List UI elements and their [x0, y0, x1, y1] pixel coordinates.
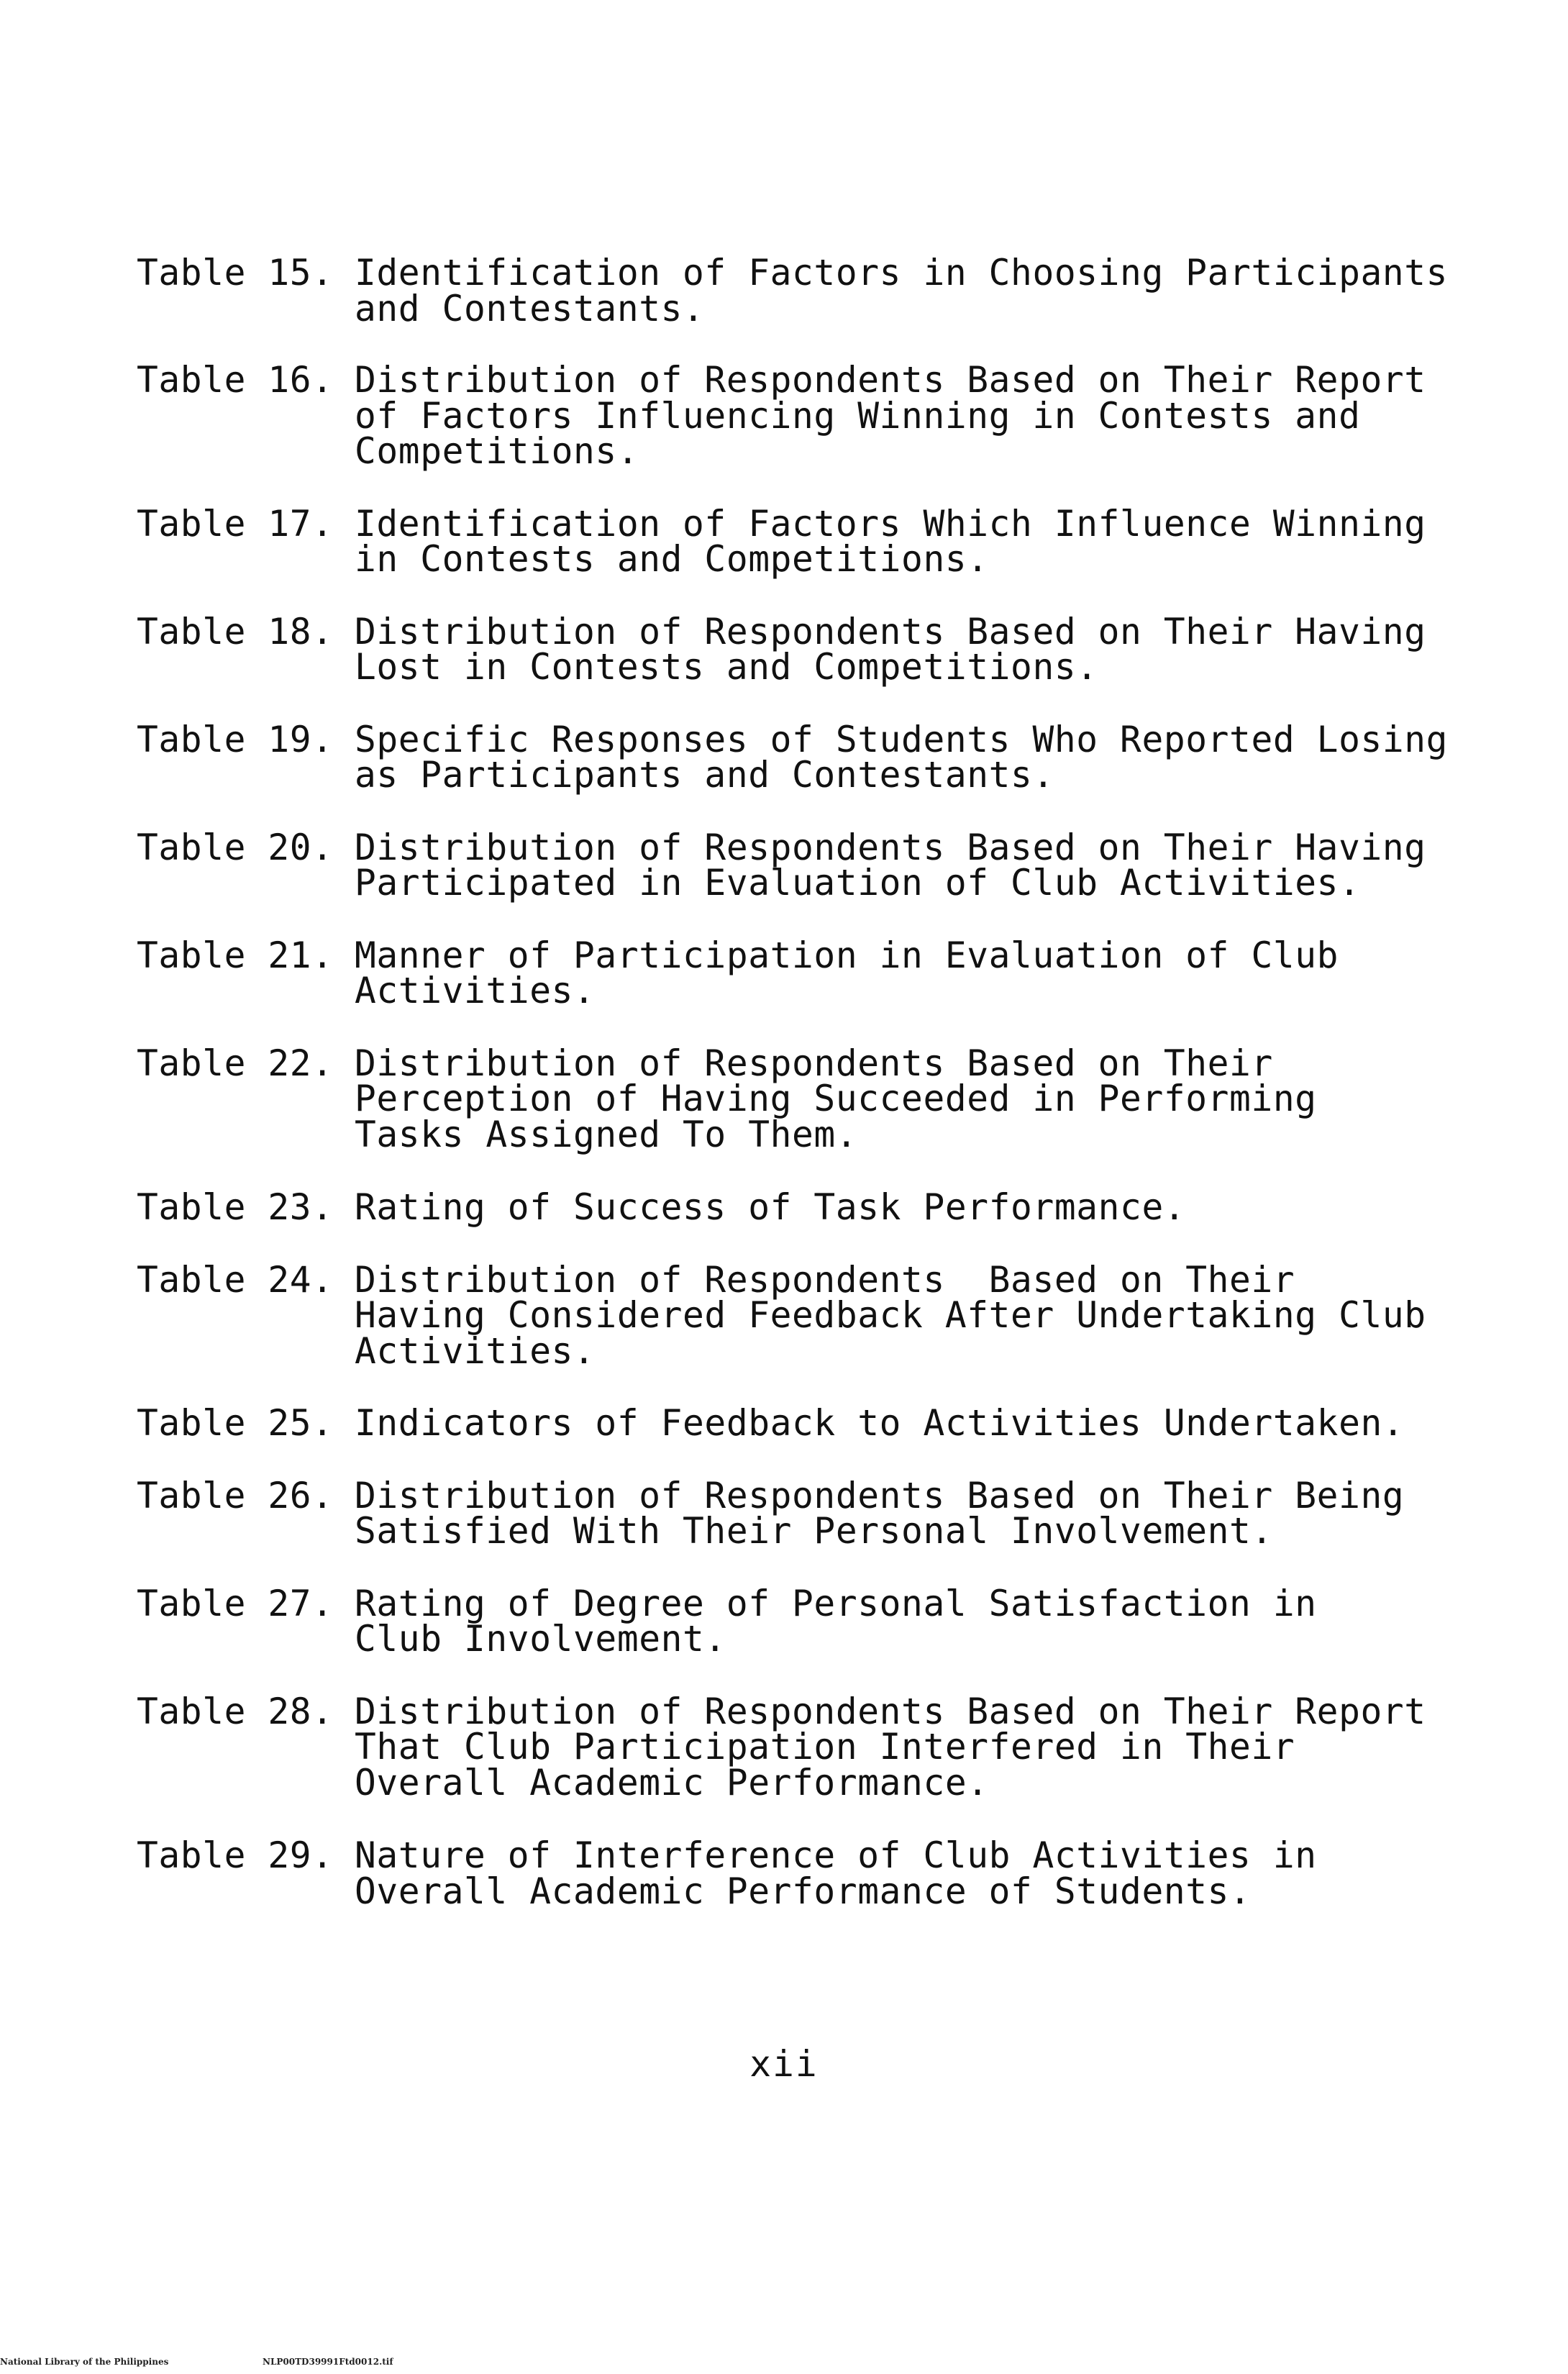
- table-entry: [137, 359, 1503, 472]
- title-line: Rating of Degree of Personal Satisfaction in: [355, 1582, 1317, 1624]
- table-title: [355, 1834, 1503, 1912]
- table-title: [355, 359, 1503, 472]
- table-title: [355, 1582, 1503, 1660]
- footer-library-credit: National Library of the Philippines: [0, 2357, 169, 2367]
- table-entry: [137, 1186, 1503, 1228]
- title-line: Activities.: [355, 1329, 596, 1372]
- title-line: Nature of Interference of Club Activities in: [355, 1834, 1317, 1876]
- table-entry: [137, 1258, 1503, 1372]
- title-line: Perception of Having Succeeded in Performing: [355, 1078, 1317, 1119]
- table-entry: [137, 1042, 1503, 1155]
- title-line: Satisfied With Their Personal Involvement.: [355, 1510, 1273, 1552]
- title-line: of Factors Influencing Winning in Contests and: [355, 394, 1361, 437]
- table-label: Table 15.: [137, 252, 334, 294]
- table-entry: [137, 610, 1503, 688]
- table-title: [355, 502, 1503, 580]
- table-label: Table 26.: [137, 1474, 334, 1516]
- title-line: Participated in Evaluation of Club Activities.: [355, 862, 1361, 904]
- table-entry: [137, 934, 1503, 1011]
- table-title: [355, 1258, 1503, 1372]
- table-label: Table 17.: [137, 502, 334, 545]
- table-title: [355, 1474, 1503, 1552]
- title-line: and Contestants.: [355, 287, 705, 329]
- title-line: Identification of Factors Which Influence Winning: [355, 502, 1426, 545]
- title-line: Activities.: [355, 970, 596, 1011]
- title-line: Tasks Assigned To Them.: [355, 1113, 858, 1155]
- table-entry: [137, 1690, 1503, 1804]
- title-line: Rating of Success of Task Performance.: [355, 1186, 1186, 1228]
- title-line: Distribution of Respondents Based on Their Report: [355, 1690, 1426, 1732]
- table-entry: [137, 1582, 1503, 1660]
- table-label: Table 25.: [137, 1402, 334, 1444]
- page-number: xii: [749, 2043, 819, 2085]
- table-entry: [137, 252, 1503, 329]
- title-line: Lost in Contests and Competitions.: [355, 646, 1098, 688]
- table-label: Table 16.: [137, 359, 334, 401]
- table-title: [355, 1042, 1503, 1155]
- title-line: Distribution of Respondents Based on Their: [355, 1042, 1273, 1084]
- table-title: [355, 1402, 1503, 1444]
- title-line: Specific Responses of Students Who Reported Losing: [355, 718, 1449, 760]
- footer-file-name: NLP00TD39991Ftd0012.tif: [263, 2357, 393, 2367]
- table-label: Table 29.: [137, 1834, 334, 1876]
- title-line: That Club Participation Interfered in Their: [355, 1726, 1295, 1768]
- table-title: [355, 610, 1503, 688]
- title-line: Manner of Participation in Evaluation of Club: [355, 934, 1339, 976]
- title-line: in Contests and Competitions.: [355, 538, 989, 580]
- table-title: [355, 1186, 1503, 1228]
- table-label: Table 18.: [137, 610, 334, 652]
- title-line: Distribution of Respondents Based on Their Having: [355, 610, 1426, 652]
- title-line: Distribution of Respondents Based on Their Being: [355, 1474, 1405, 1516]
- table-title: [355, 934, 1503, 1011]
- table-entry: [137, 1474, 1503, 1552]
- title-line: Indicators of Feedback to Activities Undertaken.: [355, 1402, 1405, 1444]
- title-line: Overall Academic Performance of Students.: [355, 1870, 1252, 1912]
- table-label: Table 24.: [137, 1258, 334, 1301]
- title-line: Having Considered Feedback After Undertaking Club: [355, 1294, 1426, 1336]
- table-label: Table 28.: [137, 1690, 334, 1732]
- title-line: Identification of Factors in Choosing Participants: [355, 252, 1449, 294]
- table-entry: [137, 502, 1503, 580]
- title-line: as Participants and Contestants.: [355, 754, 1054, 796]
- title-line: Club Involvement.: [355, 1618, 726, 1660]
- table-label: Table 27.: [137, 1582, 334, 1624]
- title-line: Distribution of Respondents Based on Their Report: [355, 359, 1426, 401]
- table-label: Table 19.: [137, 718, 334, 760]
- title-line: Overall Academic Performance.: [355, 1761, 989, 1804]
- table-label: Table 21.: [137, 934, 334, 976]
- table-title: [355, 718, 1503, 796]
- table-label: Table 23.: [137, 1186, 334, 1228]
- table-title: [355, 1690, 1503, 1804]
- title-line: Competitions.: [355, 430, 639, 472]
- table-entry: [137, 1402, 1503, 1444]
- table-entry: [137, 1834, 1503, 1912]
- table-entry: [137, 718, 1503, 796]
- title-line: Distribution of Respondents Based on Their Having: [355, 826, 1426, 868]
- list-of-tables: [137, 252, 1503, 1912]
- table-title: [355, 826, 1503, 904]
- table-label: Table 20.: [137, 826, 334, 868]
- table-entry: [137, 826, 1503, 904]
- table-title: [355, 252, 1503, 329]
- table-label: Table 22.: [137, 1042, 334, 1084]
- title-line: Distribution of Respondents Based on Their: [355, 1258, 1295, 1301]
